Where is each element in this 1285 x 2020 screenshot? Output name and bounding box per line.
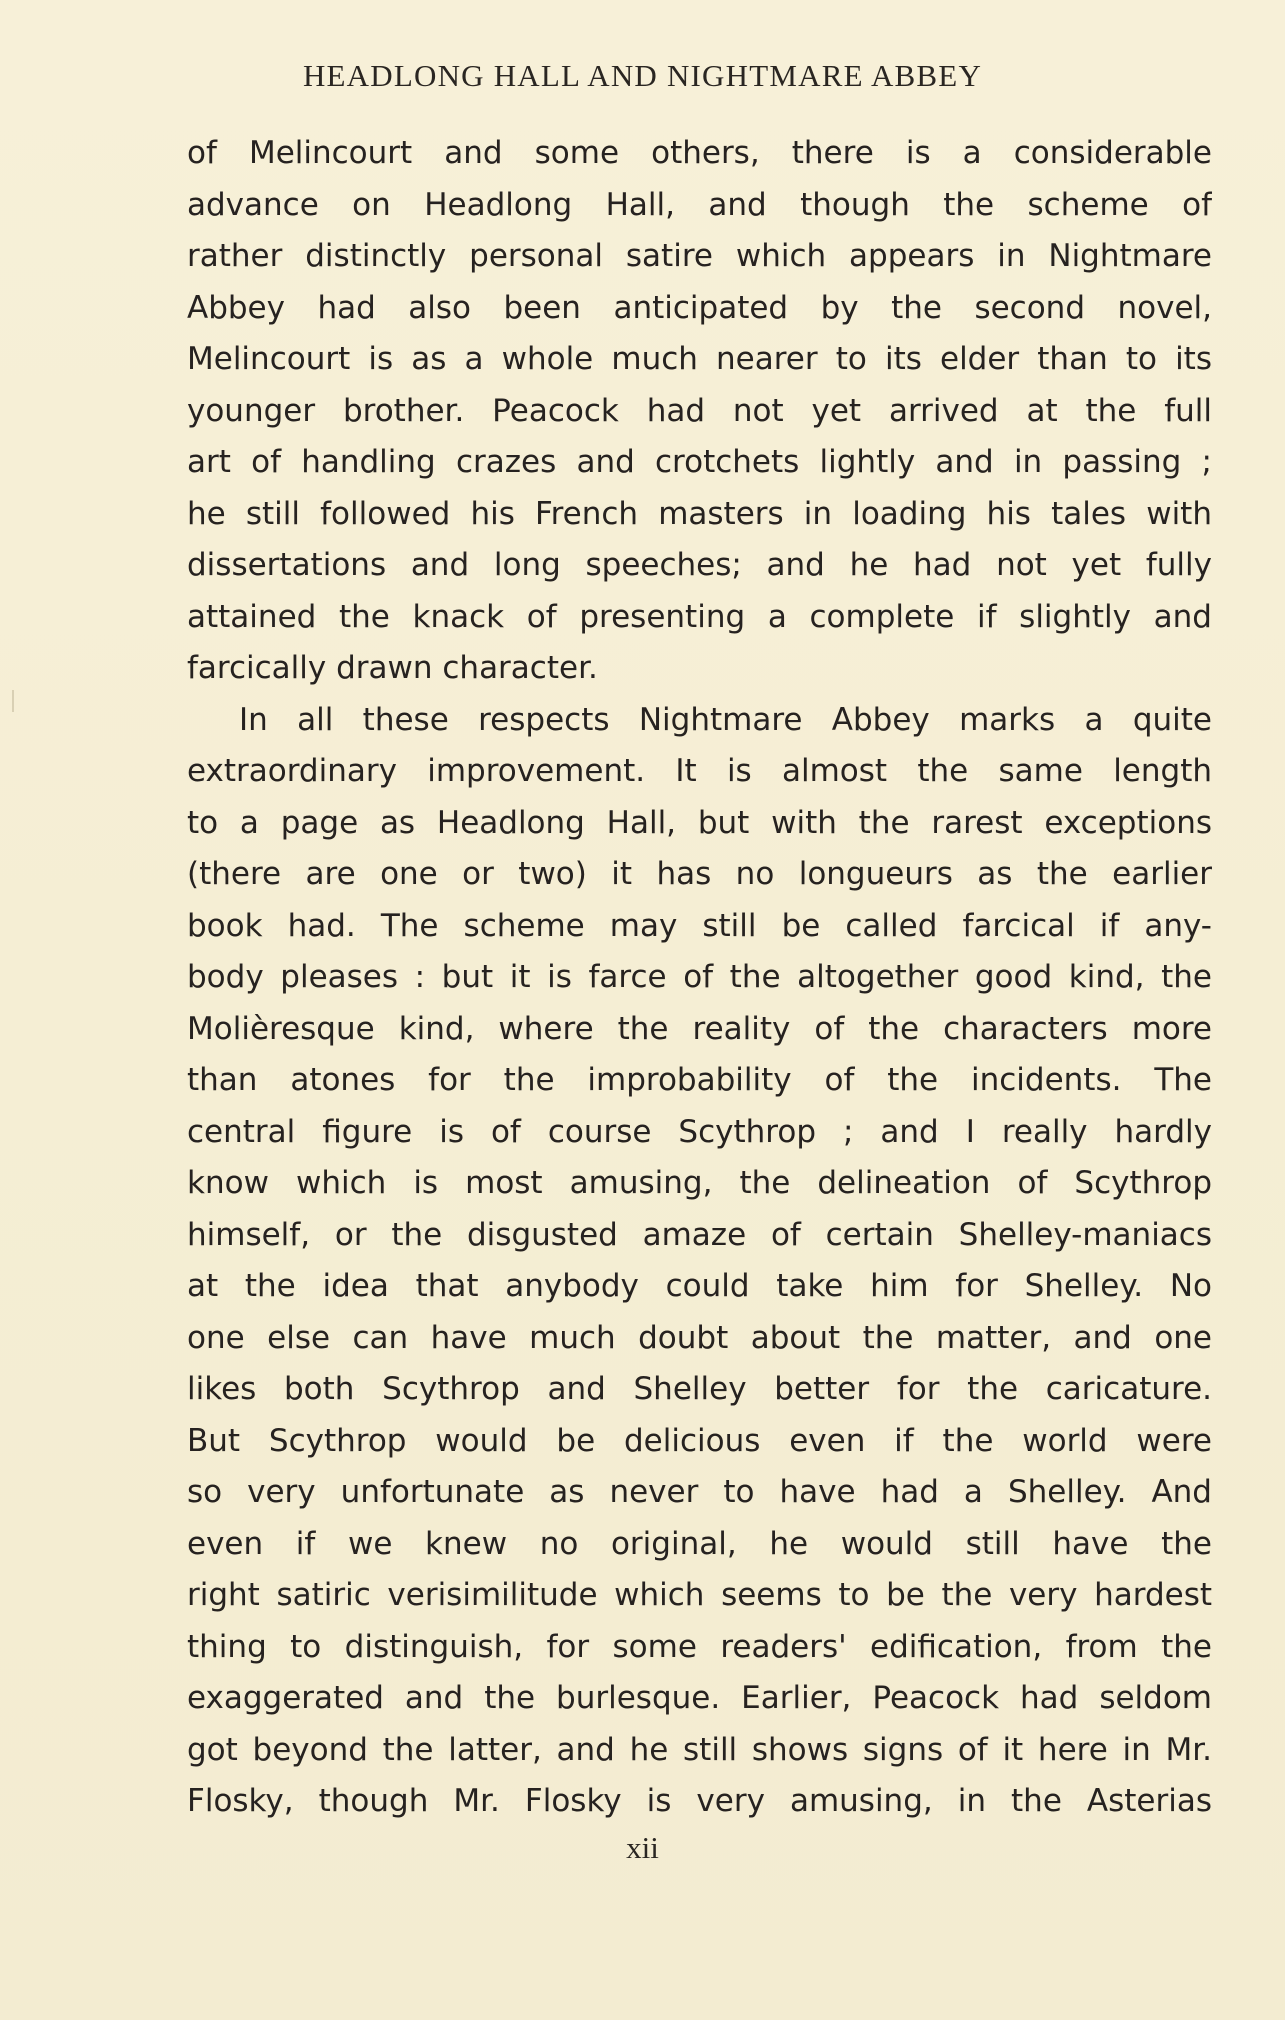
- text-line: thing to distinguish, for some readers' edification, from the: [187, 1628, 1212, 1665]
- running-head: HEADLONG HALL AND NIGHTMARE ABBEY: [302, 58, 983, 93]
- text-line: central figure is of course Scythrop ; and I really hardly: [187, 1113, 1212, 1150]
- text-line: attained the knack of presenting a complete if slightly and: [187, 598, 1212, 635]
- text-line: likes both Scythrop and Shelley better for the caricature.: [187, 1371, 1212, 1407]
- text-line: so very unfortunate as never to have had a Shelley. And: [187, 1474, 1212, 1510]
- text-line: body pleases : but it is farce of the altogether good kind, the: [187, 959, 1212, 995]
- text-line: (there are one or two) it has no longueurs as the earlier: [187, 856, 1212, 892]
- text-line: right satiric verisimilitude which seems to be the very hardest: [187, 1577, 1212, 1613]
- page-number: xii: [626, 1830, 659, 1865]
- text-line: to a page as Headlong Hall, but with the rarest exceptions: [187, 804, 1212, 841]
- text-line: art of handling crazes and crotchets lightly and in passing ;: [187, 444, 1212, 480]
- text-line: than atones for the improbability of the incidents. The: [187, 1062, 1212, 1098]
- text-line: rather distinctly personal satire which appears in Nightmare: [187, 238, 1212, 274]
- text-line: Melincourt is as a whole much nearer to its elder than to its: [187, 341, 1212, 377]
- text-line: book had. The scheme may still be called farcical if any-: [187, 907, 1212, 944]
- text-line: advance on Headlong Hall, and though the scheme of: [187, 186, 1212, 223]
- text-line: Molièresque kind, where the reality of the characters more: [187, 1010, 1212, 1047]
- text-line: extraordinary improvement. It is almost the same length: [187, 753, 1212, 789]
- text-line: got beyond the latter, and he still shows signs of it here in Mr.: [187, 1731, 1212, 1768]
- text-line: Abbey had also been anticipated by the second novel,: [187, 289, 1212, 326]
- text-line: he still followed his French masters in loading his tales with: [187, 495, 1212, 532]
- text-line: know which is most amusing, the delineation of Scythrop: [187, 1165, 1212, 1201]
- paragraph-start-line: In all these respects Nightmare Abbey marks a quite: [239, 701, 1212, 738]
- body-text: [187, 128, 1212, 1828]
- text-line: But Scythrop would be delicious even if the world were: [187, 1422, 1212, 1459]
- text-line: Flosky, though Mr. Flosky is very amusing, in the Asterias: [187, 1783, 1212, 1819]
- text-line: of Melincourt and some others, there is a considerable: [187, 135, 1212, 171]
- text-line: at the idea that anybody could take him for Shelley. No: [187, 1268, 1212, 1304]
- text-line: even if we knew no original, he would still have the: [187, 1525, 1212, 1562]
- text-line: exaggerated and the burlesque. Earlier, Peacock had seldom: [187, 1680, 1212, 1716]
- text-line: younger brother. Peacock had not yet arrived at the full: [187, 392, 1212, 429]
- paragraph-end-line: farcically drawn character.: [187, 650, 598, 686]
- paper-mark: [12, 690, 14, 712]
- text-line: himself, or the disgusted amaze of certain Shelley-maniacs: [187, 1216, 1212, 1253]
- text-line: dissertations and long speeches; and he had not yet fully: [187, 547, 1212, 583]
- text-line: one else can have much doubt about the matter, and one: [187, 1319, 1212, 1356]
